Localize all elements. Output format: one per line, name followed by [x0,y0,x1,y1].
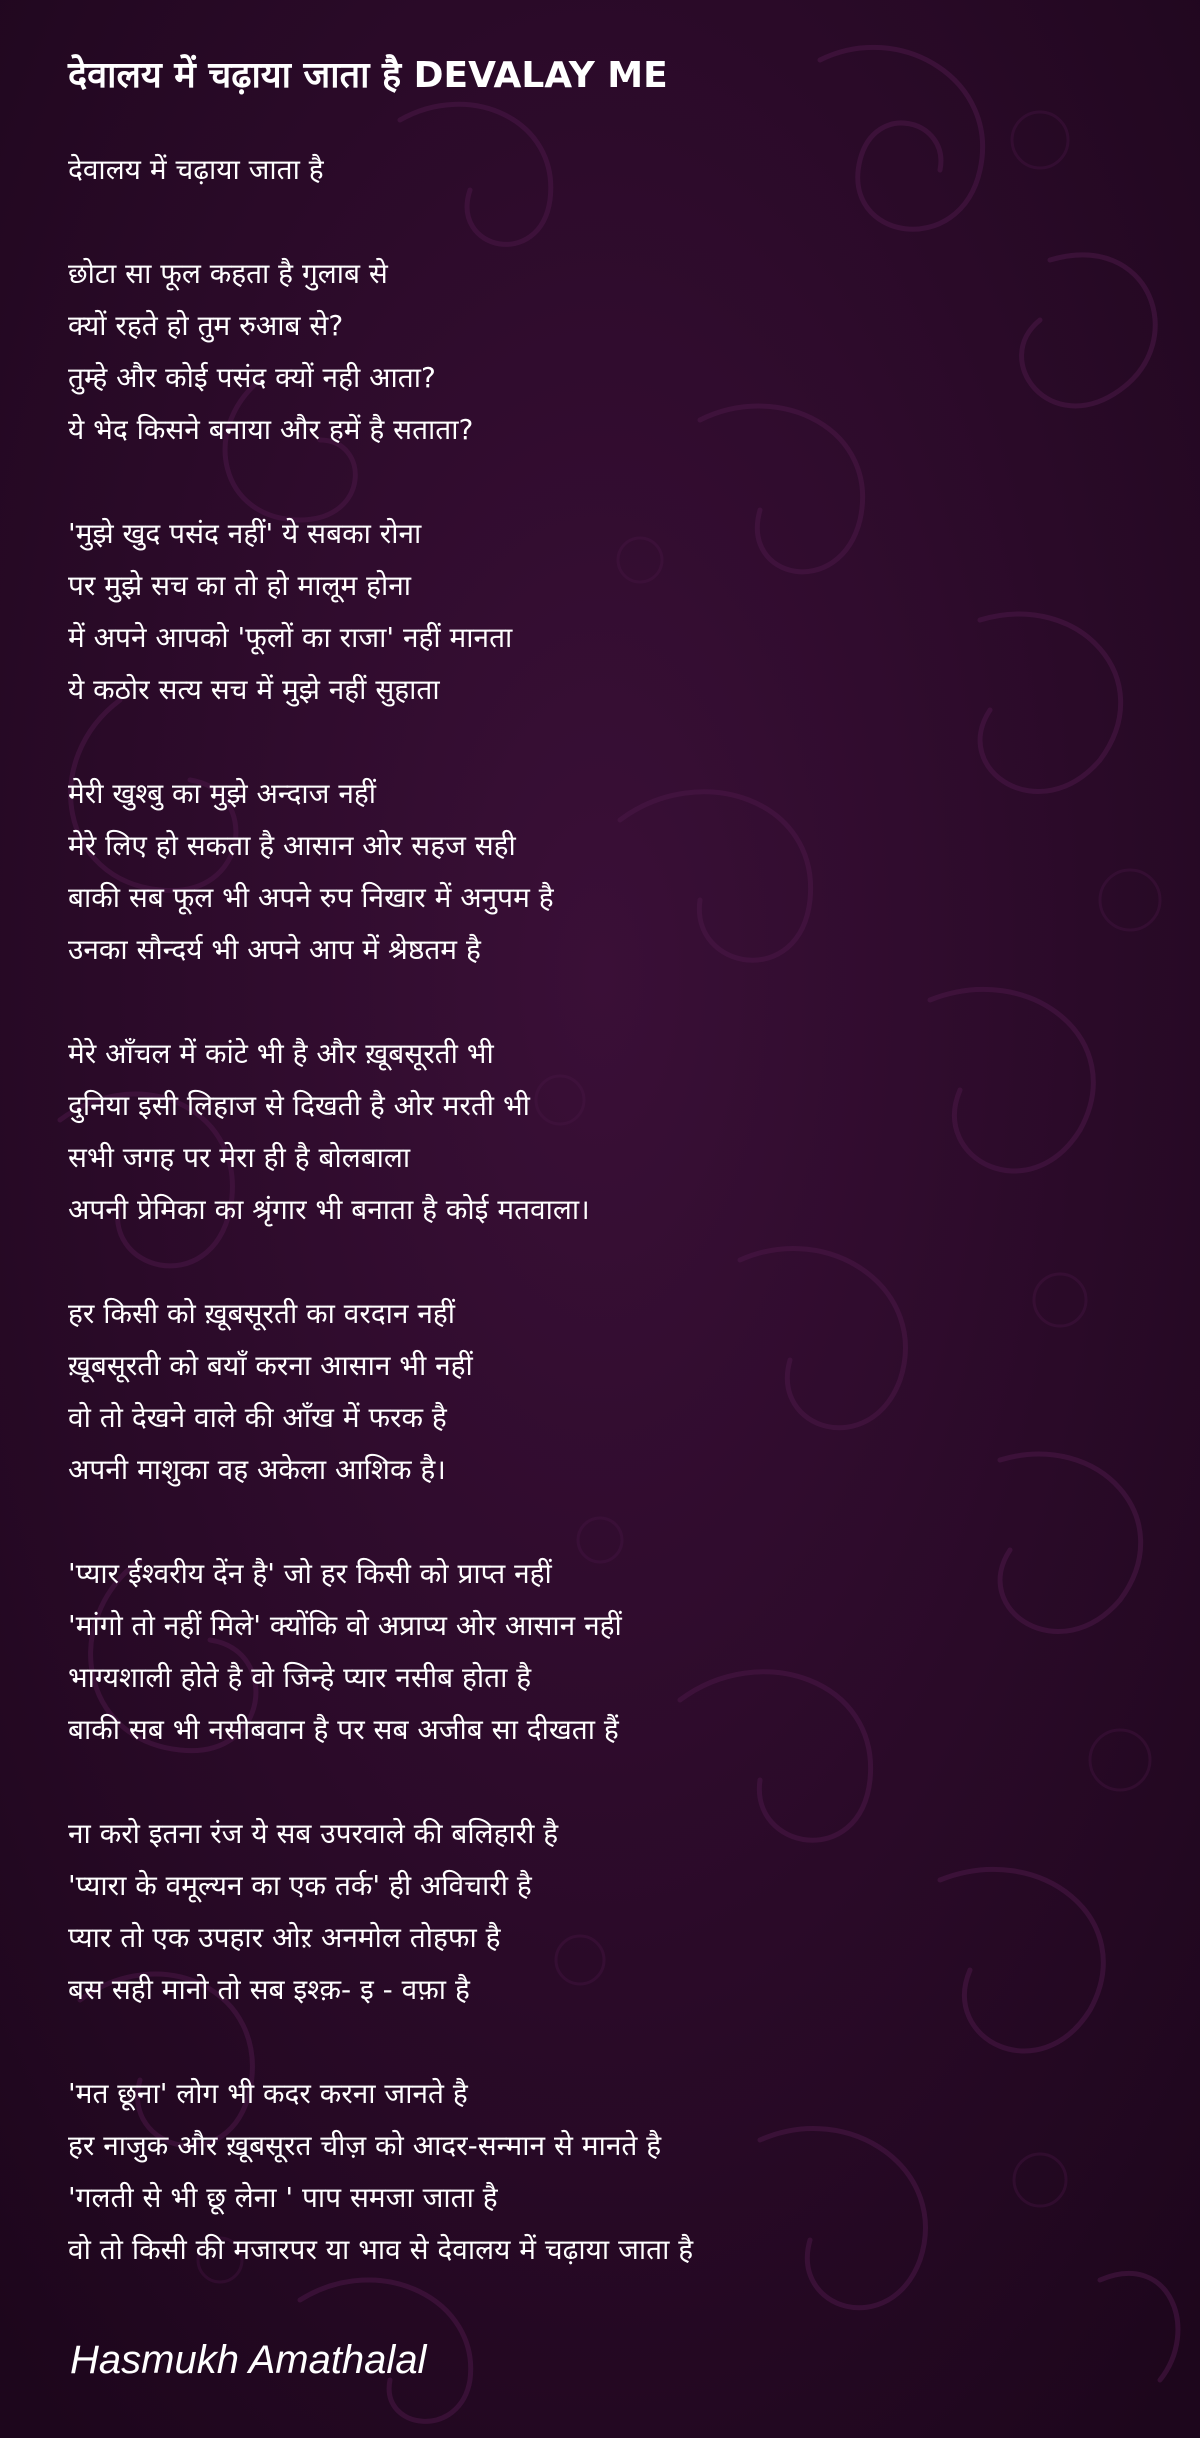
poem-line: बस सही मानो तो सब इश्क़- इ - वफ़ा है [68,1973,470,2006]
poem-title: देवालय में चढ़ाया जाता है DEVALAY ME [68,55,668,96]
poem-line: पर मुझे सच का तो हो मालूम होना [68,569,412,602]
poem-line: ना करो इतना रंज ये सब उपरवाले की बलिहारी है [68,1817,559,1850]
poem-line: 'गलती से भी छू लेना ' पाप समजा जाता है [68,2181,498,2214]
poem-line: भाग्यशाली होते है वो जिन्हे प्यार नसीब होता है [68,1661,532,1694]
poem-stanza-1 [68,248,1148,456]
poem-container [68,46,1148,2276]
poem-line: 'प्यार ईश्वरीय देंन है' जो हर किसी को प्राप्त नहीं [68,1557,552,1590]
poem-line: अपनी माशुका वह अकेला आशिक है। [68,1453,446,1486]
poem-line: 'प्यारा के वमूल्यन का एक तर्क' ही अविचारी है [68,1869,532,1902]
poem-stanza-4 [68,1028,1148,1236]
poem-stanza-8 [68,2068,1148,2276]
poem-subtitle: देवालय में चढ़ाया जाता है [68,153,324,186]
poem-line: उनका सौन्दर्य भी अपने आप में श्रेष्ठतम है [68,933,481,966]
poem-line: तुम्हे और कोई पसंद क्यों नही आता? [68,361,436,394]
poem-line: क्यों रहते हो तुम रुआब से? [68,309,344,342]
poem-line: वो तो देखने वाले की आँख में फरक है [68,1401,447,1434]
poem-line: अपनी प्रेमिका का श्रृंगार भी बनाता है कोई मतवाला। [68,1193,590,1226]
poem-line: में अपने आपको 'फूलों का राजा' नहीं मानता [68,621,513,654]
poem-line: दुनिया इसी लिहाज से दिखती है ओर मरती भी [68,1089,530,1122]
poem-line: मेरे आँचल में कांटे भी है और ख़ूबसूरती भी [68,1037,494,1070]
poem-line: प्यार तो एक उपहार ओऱ अनमोल तोहफा है [68,1921,501,1954]
poem-author: Hasmukh Amathalal [70,2338,427,2382]
poem-line: बाकी सब फूल भी अपने रुप निखार में अनुपम है [68,881,554,914]
poem-line: हर नाजुक और ख़ूबसूरत चीज़ को आदर-सन्मान से मानते है [68,2129,662,2162]
poem-stanza-2 [68,508,1148,716]
poem-stanza-5 [68,1288,1148,1496]
poem-stanza-7 [68,1808,1148,2016]
poem-line: ख़ूबसूरती को बयाँ करना आसान भी नहीं [68,1349,473,1382]
poem-line: मेरे लिए हो सकता है आसान ओर सहज सही [68,829,516,862]
poem-line: 'मुझे खुद पसंद नहीं' ये सबका रोना [68,517,422,550]
poem-line: 'मांगो तो नहीं मिले' क्योंकि वो अप्राप्य ओर आसान नहीं [68,1609,622,1642]
poem-line: छोटा सा फूल कहता है गुलाब से [68,257,388,290]
poem-line: मेरी खुश्बु का मुझे अन्दाज नहीं [68,777,377,810]
poem-stanza-6 [68,1548,1148,1756]
poem-line: ये कठोर सत्य सच में मुझे नहीं सुहाता [68,673,440,706]
poem-line: वो तो किसी की मजारपर या भाव से देवालय में चढ़ाया जाता है [68,2233,694,2266]
poem-line: बाकी सब भी नसीबवान है पर सब अजीब सा दीखता हैं [68,1713,619,1746]
poem-line: 'मत छूना' लोग भी कदर करना जानते है [68,2077,468,2110]
poem-line: सभी जगह पर मेरा ही है बोलबाला [68,1141,411,1174]
poem-line: ये भेद किसने बनाया और हमें है सताता? [68,413,474,446]
poem-line: हर किसी को ख़ूबसूरती का वरदान नहीं [68,1297,455,1330]
poem-stanza-3 [68,768,1148,976]
